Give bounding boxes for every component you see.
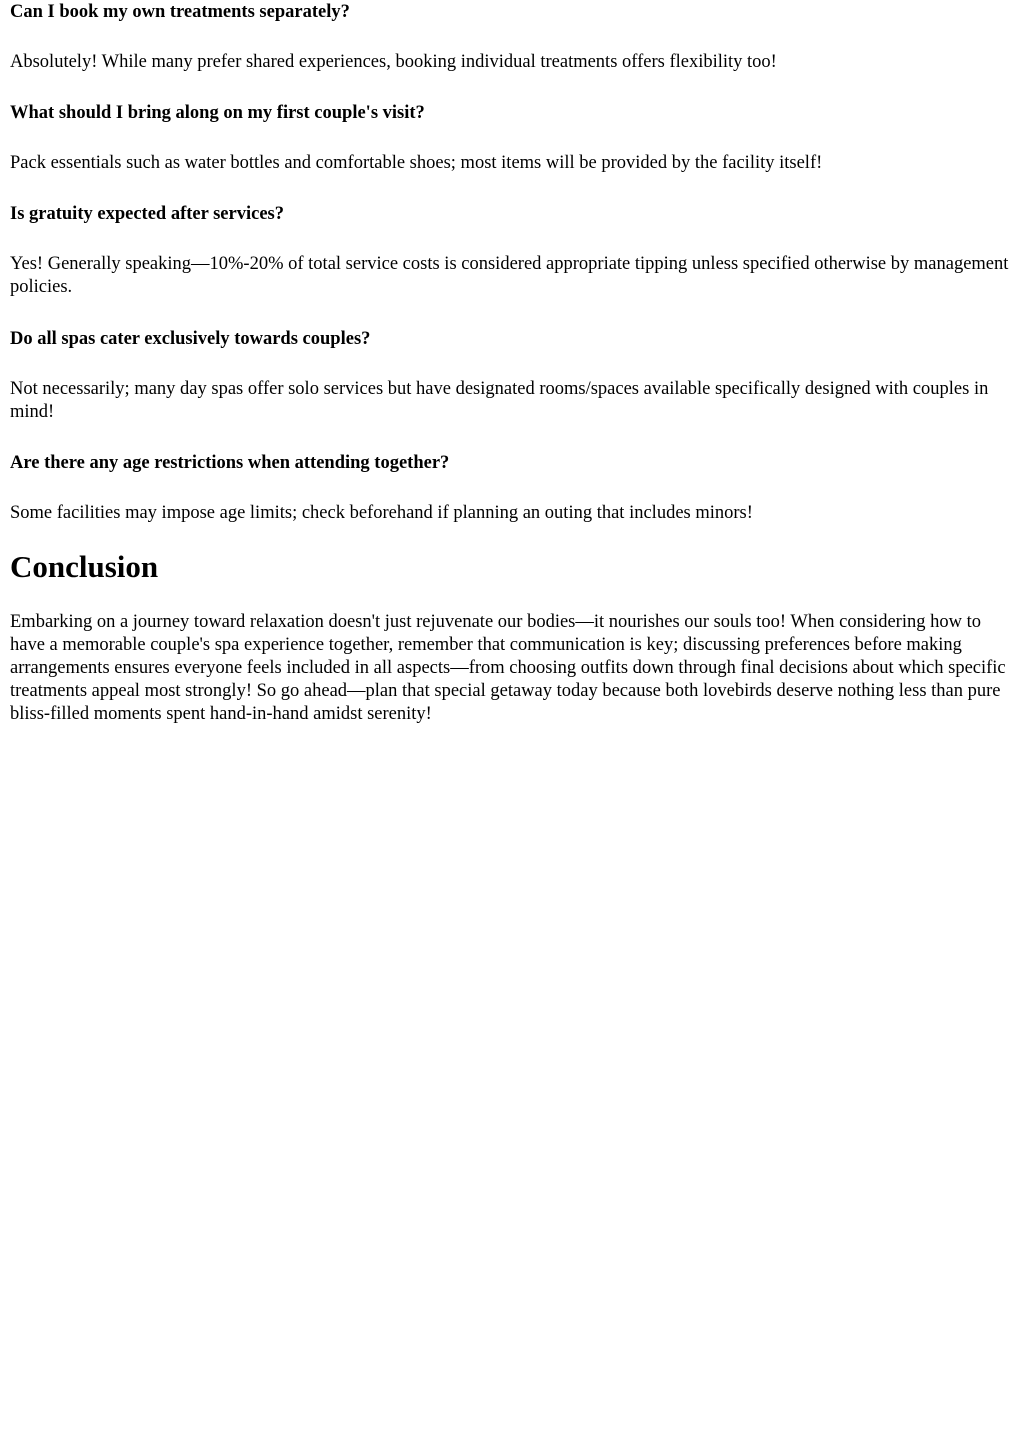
faq-question: What should I bring along on my first couple's visit?: [10, 103, 425, 123]
faq-question: Do all spas cater exclusively towards couples?: [10, 329, 371, 349]
faq-answer: Pack essentials such as water bottles and comfortable shoes; most items will be provided by the facility itself!: [10, 153, 823, 173]
faq-question: Can I book my own treatments separately?: [10, 2, 350, 22]
faq-answer: Absolutely! While many prefer shared experiences, booking individual treatments offers flexibility too!: [10, 52, 777, 72]
conclusion-heading: Conclusion: [10, 549, 159, 584]
faq-question: Is gratuity expected after services?: [10, 204, 284, 224]
faq-answer: Yes! Generally speaking—10%-20% of total service costs is considered appropriate tipping unless specified otherwise by management policies.: [10, 254, 1009, 297]
faq-answer: Not necessarily; many day spas offer solo services but have designated rooms/spaces available specifically designed with couples in mind!: [10, 379, 989, 422]
faq-answer: Some facilities may impose age limits; check beforehand if planning an outing that includes minors!: [10, 503, 753, 523]
conclusion-paragraph: Embarking on a journey toward relaxation doesn't just rejuvenate our bodies—it nourishes our souls too! When considering how to have a memorable couple's spa experience together, remember that communication is key; discussing preferences before making arrangements ensures everyone feels included in all aspects—from choosing outfits down through final decisions about which specific treatments appeal most strongly! So go ahead—plan that special getaway today because both lovebirds deserve nothing less than pure bliss-filled moments spent hand-in-hand amidst serenity!: [10, 612, 1006, 724]
faq-question: Are there any age restrictions when attending together?: [10, 453, 450, 473]
